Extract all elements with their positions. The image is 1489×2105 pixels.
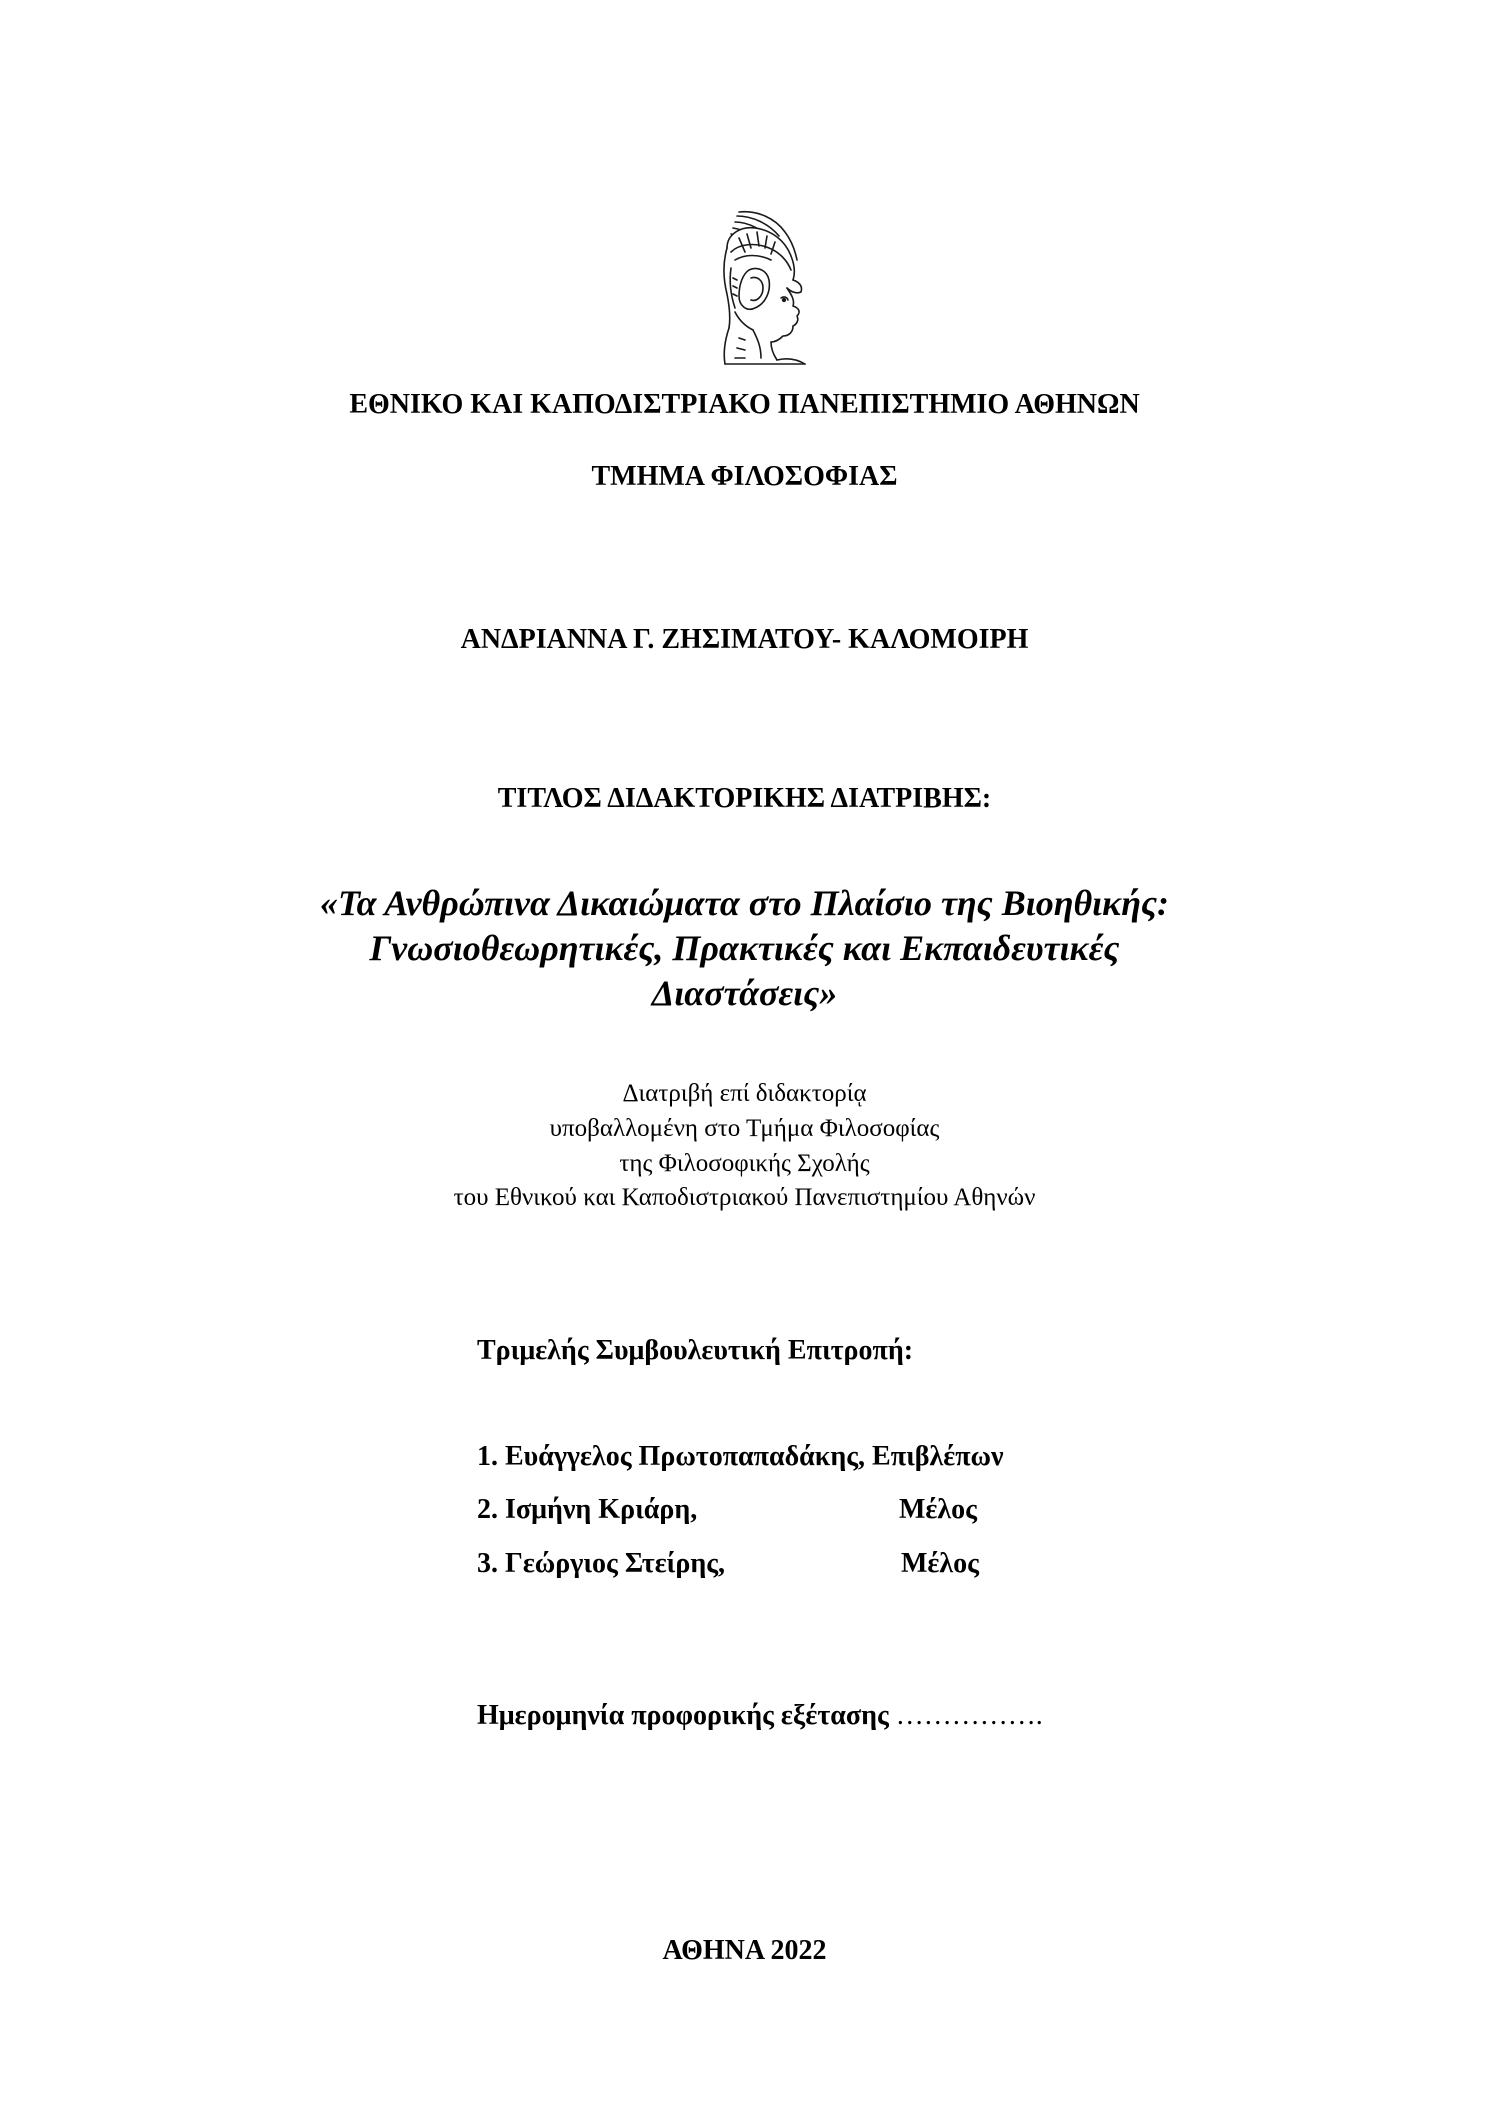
- committee-member-role: Μέλος: [901, 1548, 979, 1579]
- thesis-title-label: ΤΙΤΛΟΣ ΔΙΔΑΚΤΟΡΙΚΗΣ ΔΙΑΤΡΙΒΗΣ:: [497, 783, 992, 814]
- submission-line: υποβαλλομένη στο Τμήμα Φιλοσοφίας: [549, 1115, 940, 1142]
- department-name: ΤΜΗΜΑ ΦΙΛΟΣΟΦΙΑΣ: [591, 461, 898, 492]
- thesis-title-line: Διαστάσεις»: [651, 973, 838, 1013]
- submission-line: Διατριβή επί διδακτορίᾳ: [622, 1080, 867, 1107]
- exam-date-line: [477, 1700, 1043, 1732]
- committee-member-name: 3. Γεώργιος Στείρης,: [477, 1548, 726, 1579]
- committee-member-role: Μέλος: [899, 1494, 977, 1525]
- university-name: ΕΘΝΙΚΟ ΚΑΙ ΚΑΠΟΔΙΣΤΡΙΑΚΟ ΠΑΝΕΠΙΣΤΗΜΙΟ ΑΘΗΝΩΝ: [349, 389, 1140, 420]
- thesis-title-line: Γνωσιοθεωρητικές, Πρακτικές και Εκπαιδευτικές: [369, 928, 1120, 968]
- exam-date-placeholder: …………….: [888, 1700, 1043, 1731]
- committee-label: Τριμελής Συμβουλευτική Επιτροπή:: [477, 1335, 914, 1366]
- exam-date-label: Ημερομηνία προφορικής εξέτασης: [477, 1700, 889, 1731]
- submission-line: του Εθνικού και Καποδιστριακού Πανεπιστημίου Αθηνών: [453, 1184, 1036, 1211]
- city-year: ΑΘΗΝΑ 2022: [662, 1935, 827, 1966]
- thesis-title-line: «Τα Ανθρώπινα Δικαιώματα στο Πλαίσιο της Βιοηθικής:: [319, 883, 1170, 923]
- athena-helmet-emblem-icon: [709, 208, 821, 366]
- author-name: ΑΝΔΡΙΑΝΝΑ Γ. ΖΗΣΙΜΑΤΟΥ- ΚΑΛΟΜΟΙΡΗ: [460, 624, 1029, 655]
- committee-member-name: 2. Ισμήνη Κριάρη,: [477, 1494, 698, 1525]
- committee-member-name: 1. Ευάγγελος Πρωτοπαπαδάκης, Επιβλέπων: [477, 1441, 1004, 1472]
- submission-line: της Φιλοσοφικής Σχολής: [619, 1150, 870, 1177]
